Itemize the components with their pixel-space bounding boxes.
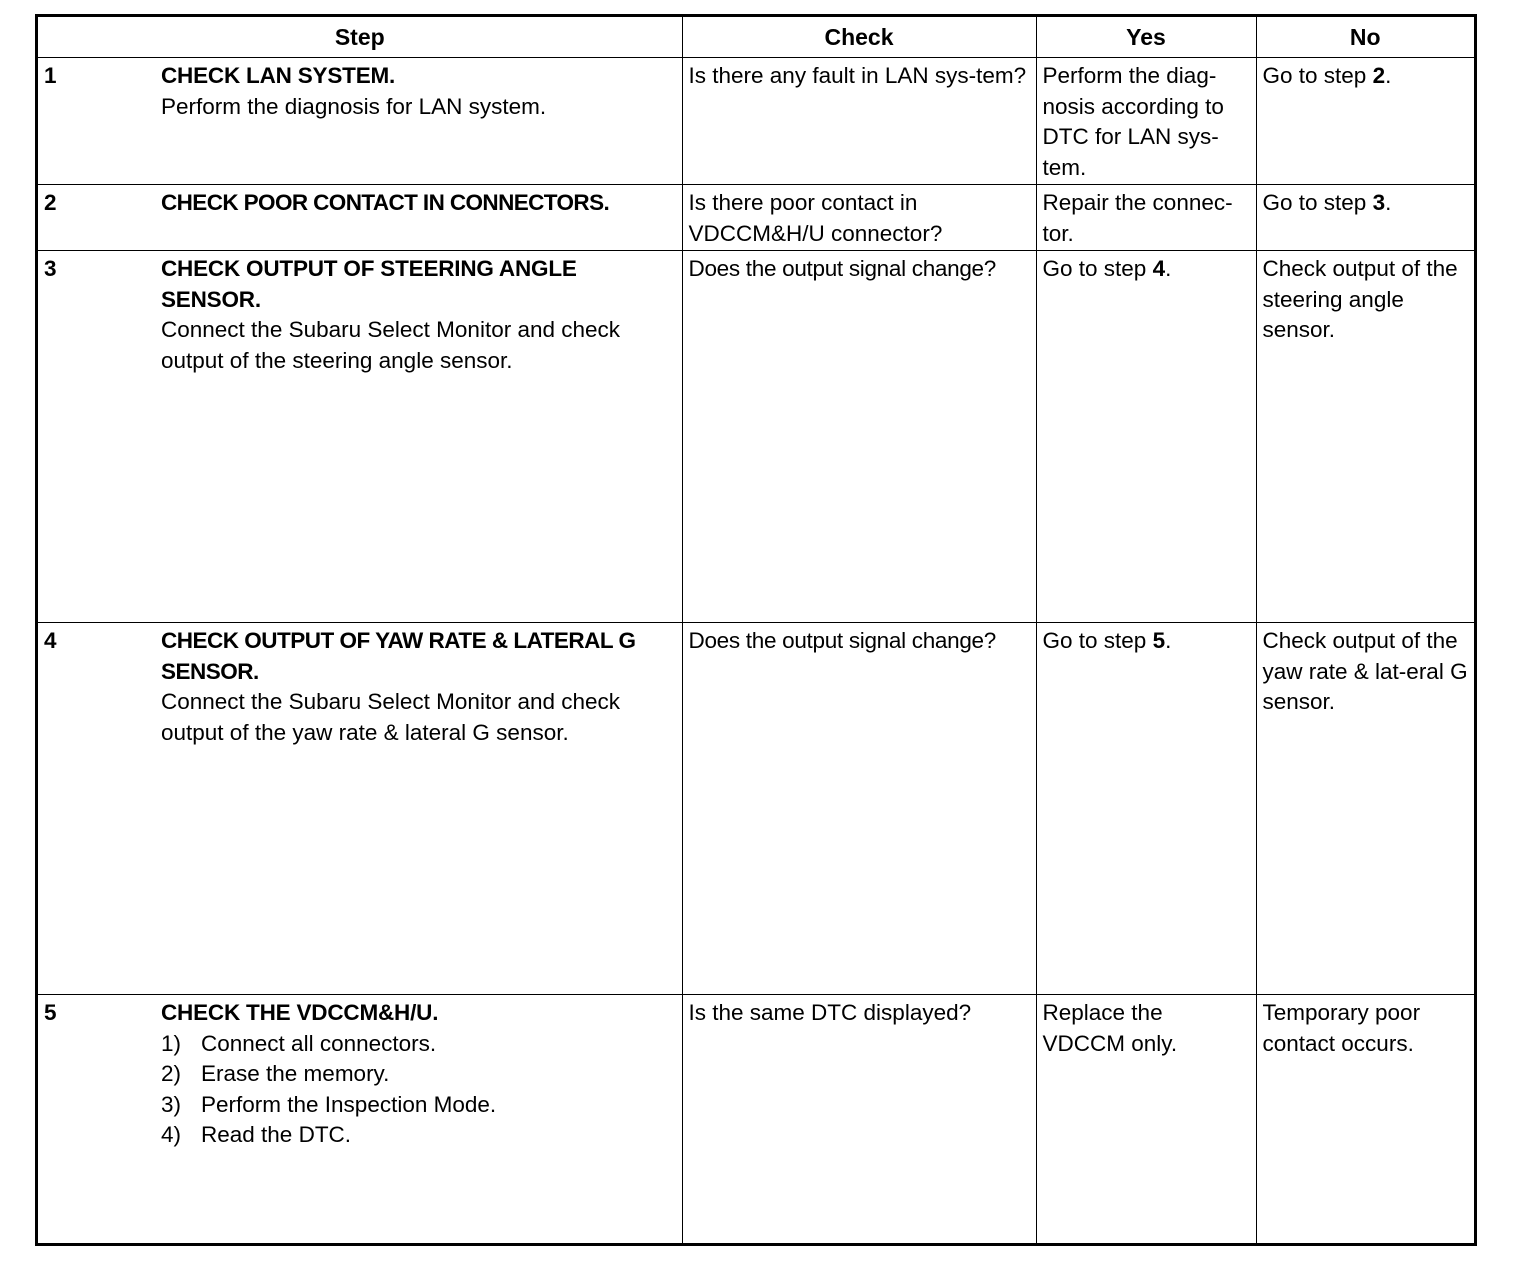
no-cell: [1256, 58, 1474, 185]
table-row-step-3: [38, 251, 1474, 623]
step-description: Connect the Subaru Select Monitor and check output of the steering angle sensor.: [161, 317, 621, 373]
no-cell: Check output of the steering angle sensor.: [1256, 251, 1474, 623]
step-number: 4: [44, 628, 57, 653]
step-number: 1: [44, 63, 57, 88]
substep-number: 3): [161, 1091, 182, 1117]
step-number: 2: [44, 190, 57, 215]
step-reference: 2: [1372, 63, 1386, 88]
header-no: No: [1256, 17, 1474, 58]
list-item: [161, 1059, 678, 1090]
step-title: CHECK LAN SYSTEM.: [161, 63, 396, 88]
no-text: Go to step: [1262, 190, 1373, 215]
header-row: [38, 17, 1474, 58]
step-cell: [38, 185, 682, 251]
no-suffix: .: [1385, 190, 1392, 215]
yes-suffix: .: [1165, 256, 1172, 281]
yes-cell: Repair the connec-tor.: [1036, 185, 1256, 251]
substep-text: Read the DTC.: [201, 1122, 352, 1147]
header-step: Step: [38, 17, 682, 58]
check-cell: Does the output signal change?: [682, 251, 1036, 623]
table-row-step-1: [38, 58, 1474, 185]
table-row-step-2: [38, 185, 1474, 251]
check-cell: Is the same DTC displayed?: [682, 995, 1036, 1245]
no-cell: Temporary poor contact occurs.: [1256, 995, 1474, 1245]
diagnostic-table: [38, 17, 1474, 1245]
step-title: CHECK OUTPUT OF YAW RATE & LATERAL G SENSOR.: [161, 628, 636, 684]
check-cell: Does the output signal change?: [682, 623, 1036, 995]
header-check: Check: [682, 17, 1036, 58]
substep-text: Perform the Inspection Mode.: [201, 1091, 497, 1117]
substep-text: Erase the memory.: [201, 1061, 390, 1086]
list-item: [161, 1029, 678, 1060]
step-number: 5: [44, 1000, 57, 1025]
substep-number: 2): [161, 1061, 182, 1086]
yes-text: Go to step: [1042, 256, 1153, 281]
no-cell: [1256, 185, 1474, 251]
yes-cell: Perform the diag-nosis according to DTC for LAN sys-tem.: [1036, 58, 1256, 185]
step-cell: [38, 995, 682, 1245]
step-description: Connect the Subaru Select Monitor and check output of the yaw rate & lateral G sensor.: [161, 689, 621, 745]
step-reference: 3: [1372, 190, 1386, 215]
substep-number: 1): [161, 1030, 182, 1056]
check-cell: Is there poor contact in VDCCM&H/U connector?: [682, 185, 1036, 251]
yes-suffix: .: [1165, 628, 1172, 653]
step-cell: [38, 58, 682, 185]
step-cell: [38, 623, 682, 995]
yes-text: Go to step: [1042, 628, 1153, 653]
substep-list: [161, 1029, 678, 1151]
diagnostic-table-frame: [35, 14, 1477, 1246]
yes-cell: [1036, 623, 1256, 995]
list-item: [161, 1090, 678, 1121]
no-suffix: .: [1385, 63, 1392, 88]
no-text: Go to step: [1262, 63, 1373, 88]
step-title: CHECK THE VDCCM&H/U.: [161, 1000, 439, 1025]
yes-cell: Replace the VDCCM only.: [1036, 995, 1256, 1245]
no-cell: Check output of the yaw rate & lat-eral G sensor.: [1256, 623, 1474, 995]
step-reference: 5: [1152, 628, 1166, 653]
list-item: [161, 1120, 678, 1151]
substep-number: 4): [161, 1122, 182, 1147]
table-row-step-4: [38, 623, 1474, 995]
step-number: 3: [44, 256, 57, 281]
step-reference: 4: [1152, 256, 1166, 281]
step-cell: [38, 251, 682, 623]
substep-text: Connect all connectors.: [201, 1030, 437, 1056]
check-cell: Is there any fault in LAN sys-tem?: [682, 58, 1036, 185]
yes-cell: [1036, 251, 1256, 623]
step-title: CHECK POOR CONTACT IN CONNECTORS.: [161, 190, 610, 215]
header-yes: Yes: [1036, 17, 1256, 58]
table-row-step-5: [38, 995, 1474, 1245]
step-description: Perform the diagnosis for LAN system.: [161, 93, 547, 119]
step-title: CHECK OUTPUT OF STEERING ANGLE SENSOR.: [161, 256, 577, 312]
